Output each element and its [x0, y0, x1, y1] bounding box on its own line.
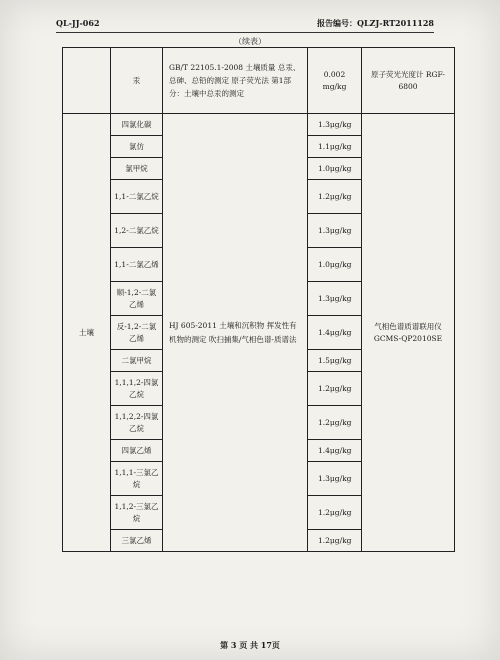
analyte-cell: 1,1,2,2-四氯乙烷: [111, 406, 163, 440]
detection-limit-cell: 1.4μg/kg: [308, 440, 362, 462]
instrument-cell: 气相色谱质谱联用仪 GCMS-QP2010SE: [362, 114, 455, 552]
method-cell: GB/T 22105.1-2008 土壤质量 总汞、总砷、总铅的测定 原子荧光法 第1部分：土壤中总汞的测定: [163, 48, 308, 114]
table-row: [63, 48, 455, 114]
analyte-cell: 1,1-二氯乙烯: [111, 248, 163, 282]
analyte-cell: 四氯乙烯: [111, 440, 163, 462]
detection-limit-cell: 1.2μg/kg: [308, 372, 362, 406]
continued-label: （续表）: [234, 37, 266, 46]
analyte-cell: 1,1-二氯乙烷: [111, 180, 163, 214]
page-header: [56, 18, 434, 33]
analyte-cell: 汞: [111, 48, 163, 114]
detection-limit-cell: 1.1μg/kg: [308, 136, 362, 158]
analyte-cell: 1,1,1,2-四氯乙烷: [111, 372, 163, 406]
detection-limit-cell: 1.3μg/kg: [308, 462, 362, 496]
detection-limit-cell: 1.4μg/kg: [308, 316, 362, 350]
method-cell: HJ 605-2011 土壤和沉积物 挥发性有机物的测定 吹扫捕集/气相色谱-质谱法: [163, 114, 308, 552]
analyte-cell: 氯甲烷: [111, 158, 163, 180]
detection-limit-cell: 1.2μg/kg: [308, 496, 362, 530]
analyte-cell: 反-1,2-二氯乙烯: [111, 316, 163, 350]
instrument-cell: 原子荧光光度计 RGF-6800: [362, 48, 455, 114]
page-footer: 第 3 页 共 17页: [220, 640, 280, 650]
document-code: QL-JJ-062: [56, 18, 100, 28]
analyte-cell: 氯仿: [111, 136, 163, 158]
analyte-cell: 1,2-二氯乙烷: [111, 214, 163, 248]
detection-limit-cell: 1.2μg/kg: [308, 180, 362, 214]
table-row: [63, 114, 455, 136]
detection-limit-cell: 0.002 mg/kg: [308, 48, 362, 114]
detection-limit-cell: 1.0μg/kg: [308, 248, 362, 282]
detection-limit-cell: 1.2μg/kg: [308, 406, 362, 440]
category-cell: 土壤: [63, 114, 111, 552]
detection-limit-cell: 1.2μg/kg: [308, 530, 362, 552]
category-cell-empty: [63, 48, 111, 114]
analyte-cell: 1,1,2-三氯乙烷: [111, 496, 163, 530]
detection-limit-cell: 1.0μg/kg: [308, 158, 362, 180]
detection-limit-cell: 1.3μg/kg: [308, 114, 362, 136]
analyte-cell: 1,1,1-三氯乙烷: [111, 462, 163, 496]
detection-limit-cell: 1.5μg/kg: [308, 350, 362, 372]
analyte-cell: 顺-1,2-二氯乙烯: [111, 282, 163, 316]
detection-limit-cell: 1.3μg/kg: [308, 214, 362, 248]
analyte-cell: 四氯化碳: [111, 114, 163, 136]
report-number: 报告编号：QLZJ-RT2011128: [317, 18, 434, 28]
analyte-cell: 三氯乙烯: [111, 530, 163, 552]
analyte-cell: 二氯甲烷: [111, 350, 163, 372]
detection-limit-cell: 1.3μg/kg: [308, 282, 362, 316]
detection-method-table: [62, 47, 455, 552]
